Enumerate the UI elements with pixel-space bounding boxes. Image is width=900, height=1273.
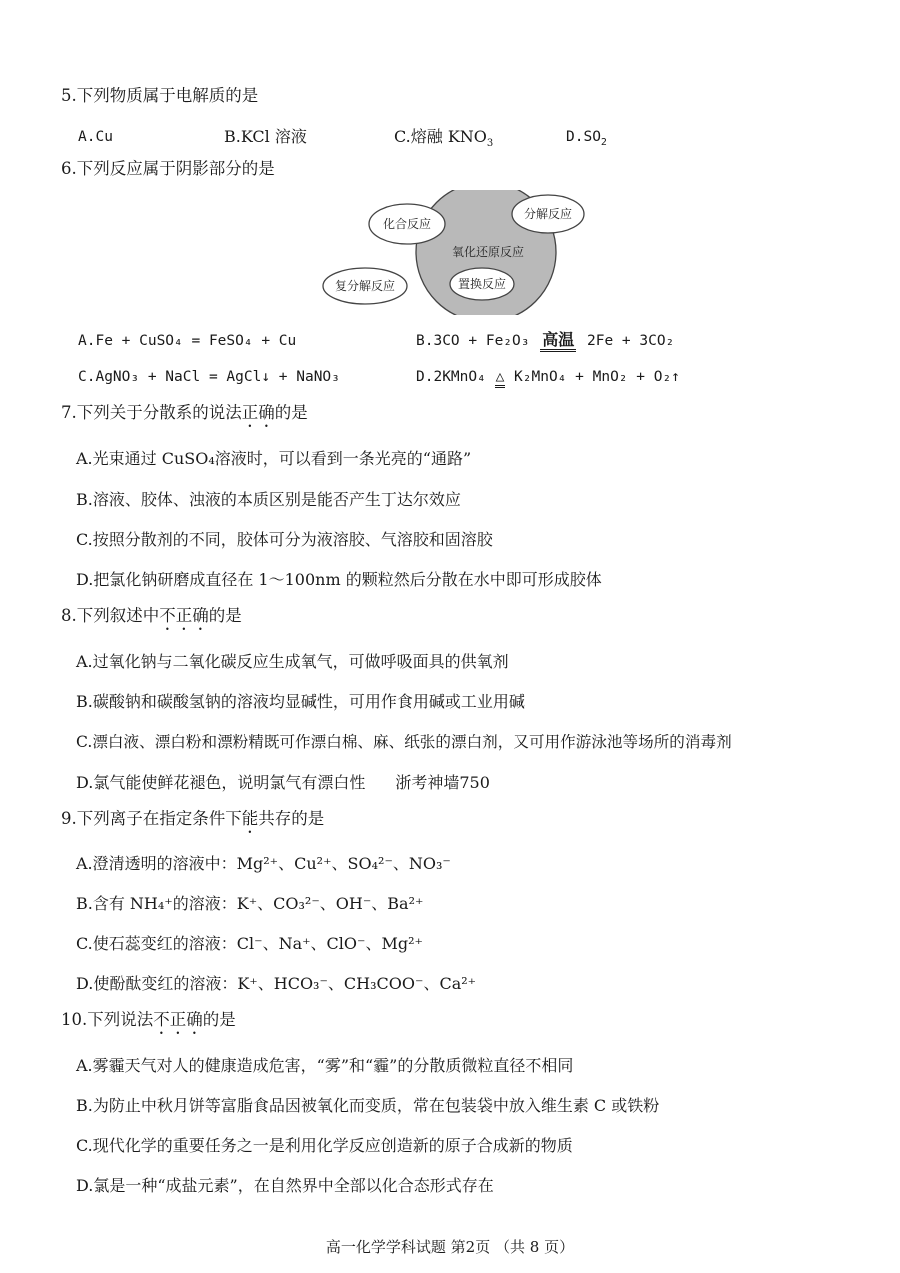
q10-option-b: B.为防止中秋月饼等富脂食品因被氧化而变质，常在包装袋中放入维生素 C 或铁粉 [76, 1096, 660, 1115]
combination-label: 化合反应 [382, 217, 432, 231]
double-displacement-label: 复分解反应 [334, 279, 396, 293]
q8-stem-emphasis: 不正确 [159, 606, 209, 625]
q7-stem-emphasis: 正确 [241, 403, 275, 422]
q9-option-d: D.使酚酞变红的溶液：K⁺、HCO₃⁻、CH₃COO⁻、Ca²⁺ [76, 974, 477, 993]
q9-stem-post: 共存的是 [258, 809, 325, 828]
q5-option-c [394, 126, 493, 155]
q5-option-d-sub: 2 [600, 136, 607, 148]
q8-option-c: C.漂白液、漂白粉和漂粉精既可作漂白棉、麻、纸张的漂白剂，又可用作游泳池等场所的消毒剂 [76, 733, 732, 751]
q5-option-d-text: D.SO [566, 129, 601, 145]
q5-stem: 5.下列物质属于电解质的是 [61, 86, 259, 105]
redox-label: 氧化还原反应 [451, 245, 525, 259]
q8-stem [61, 605, 242, 634]
q7-option-a: A.光束通过 CuSO₄溶液时，可以看到一条光亮的“通路” [76, 449, 472, 468]
q9-stem [61, 808, 324, 837]
q8-stem-post: 的是 [208, 606, 242, 625]
q7-stem-post: 的是 [274, 403, 308, 422]
q8-option-d-text: D.氯气能使鲜花褪色，说明氯气有漂白性 [76, 773, 366, 792]
q6-stem: 6.下列反应属于阴影部分的是 [61, 159, 275, 178]
q7-option-b: B.溶液、胶体、浊液的本质区别是能否产生丁达尔效应 [76, 490, 461, 509]
q7-stem [61, 402, 308, 431]
q10-option-a: A.雾霾天气对人的健康造成危害，“雾”和“霾”的分散质微粒直径不相同 [76, 1056, 574, 1075]
q6-option-b-condition: 高温 [540, 331, 576, 352]
decomposition-label: 分解反应 [523, 207, 573, 221]
q5-option-b: B.KCl 溶液 [224, 127, 307, 146]
q5-option-c-text: C.熔融 KNO [394, 127, 487, 146]
q6-option-b-left: B.3CO + Fe₂O₃ [416, 333, 530, 349]
q9-stem-emphasis: 能 [241, 809, 259, 828]
q6-option-b-right: 2Fe + 3CO₂ [586, 333, 675, 349]
q9-stem-pre: 9.下列离子在指定条件下 [61, 809, 242, 828]
q6-option-a: A.Fe + CuSO₄ = FeSO₄ + Cu [78, 333, 297, 349]
q8-option-b: B.碳酸钠和碳酸氢钠的溶液均显碱性，可用作食用碱或工业用碱 [76, 692, 525, 711]
q6-option-d [416, 366, 680, 388]
q9-option-b: B.含有 NH₄⁺的溶液：K⁺、CO₃²⁻、OH⁻、Ba²⁺ [76, 894, 424, 913]
reaction-venn-diagram [320, 190, 590, 315]
q8-option-a: A.过氧化钠与二氧化碳反应生成氧气，可做呼吸面具的供氧剂 [76, 652, 509, 671]
q6-option-d-right: K₂MnO₄ + MnO₂ + O₂↑ [514, 369, 680, 385]
q10-stem-emphasis: 不正确 [153, 1010, 203, 1029]
displacement-label: 置换反应 [457, 277, 507, 291]
q9-option-c: C.使石蕊变红的溶液：Cl⁻、Na⁺、ClO⁻、Mg²⁺ [76, 934, 423, 953]
q7-stem-pre: 7.下列关于分散系的说法 [61, 403, 242, 422]
q7-option-d: D.把氯化钠研磨成直径在 1～100nm 的颗粒然后分散在水中即可形成胶体 [76, 570, 602, 589]
q10-option-d: D.氯是一种“成盐元素”，在自然界中全部以化合态形式存在 [76, 1176, 494, 1195]
q10-option-c: C.现代化学的重要任务之一是利用化学反应创造新的原子合成新的物质 [76, 1136, 573, 1155]
q5-option-c-sub: 3 [486, 138, 494, 150]
q6-option-d-condition: △ [495, 369, 506, 388]
q6-option-b [416, 330, 674, 352]
watermark-text: 浙考神墙750 [395, 773, 490, 792]
q10-stem-post: 的是 [202, 1010, 236, 1029]
q8-option-d [76, 772, 490, 794]
q6-option-c: C.AgNO₃ + NaCl = AgCl↓ + NaNO₃ [78, 369, 340, 385]
q5-option-d [566, 126, 607, 154]
q5-option-a: A.Cu [78, 129, 113, 145]
q6-option-d-left: D.2KMnO₄ [416, 369, 486, 385]
q10-stem-pre: 10.下列说法 [61, 1010, 154, 1029]
q9-option-a: A.澄清透明的溶液中：Mg²⁺、Cu²⁺、SO₄²⁻、NO₃⁻ [76, 854, 451, 873]
q8-stem-pre: 8.下列叙述中 [61, 606, 160, 625]
page-footer: 高一化学学科试题 第2页 （共 8 页） [325, 1238, 575, 1256]
q10-stem [61, 1009, 236, 1038]
q7-option-c: C.按照分散剂的不同，胶体可分为液溶胶、气溶胶和固溶胶 [76, 530, 493, 549]
